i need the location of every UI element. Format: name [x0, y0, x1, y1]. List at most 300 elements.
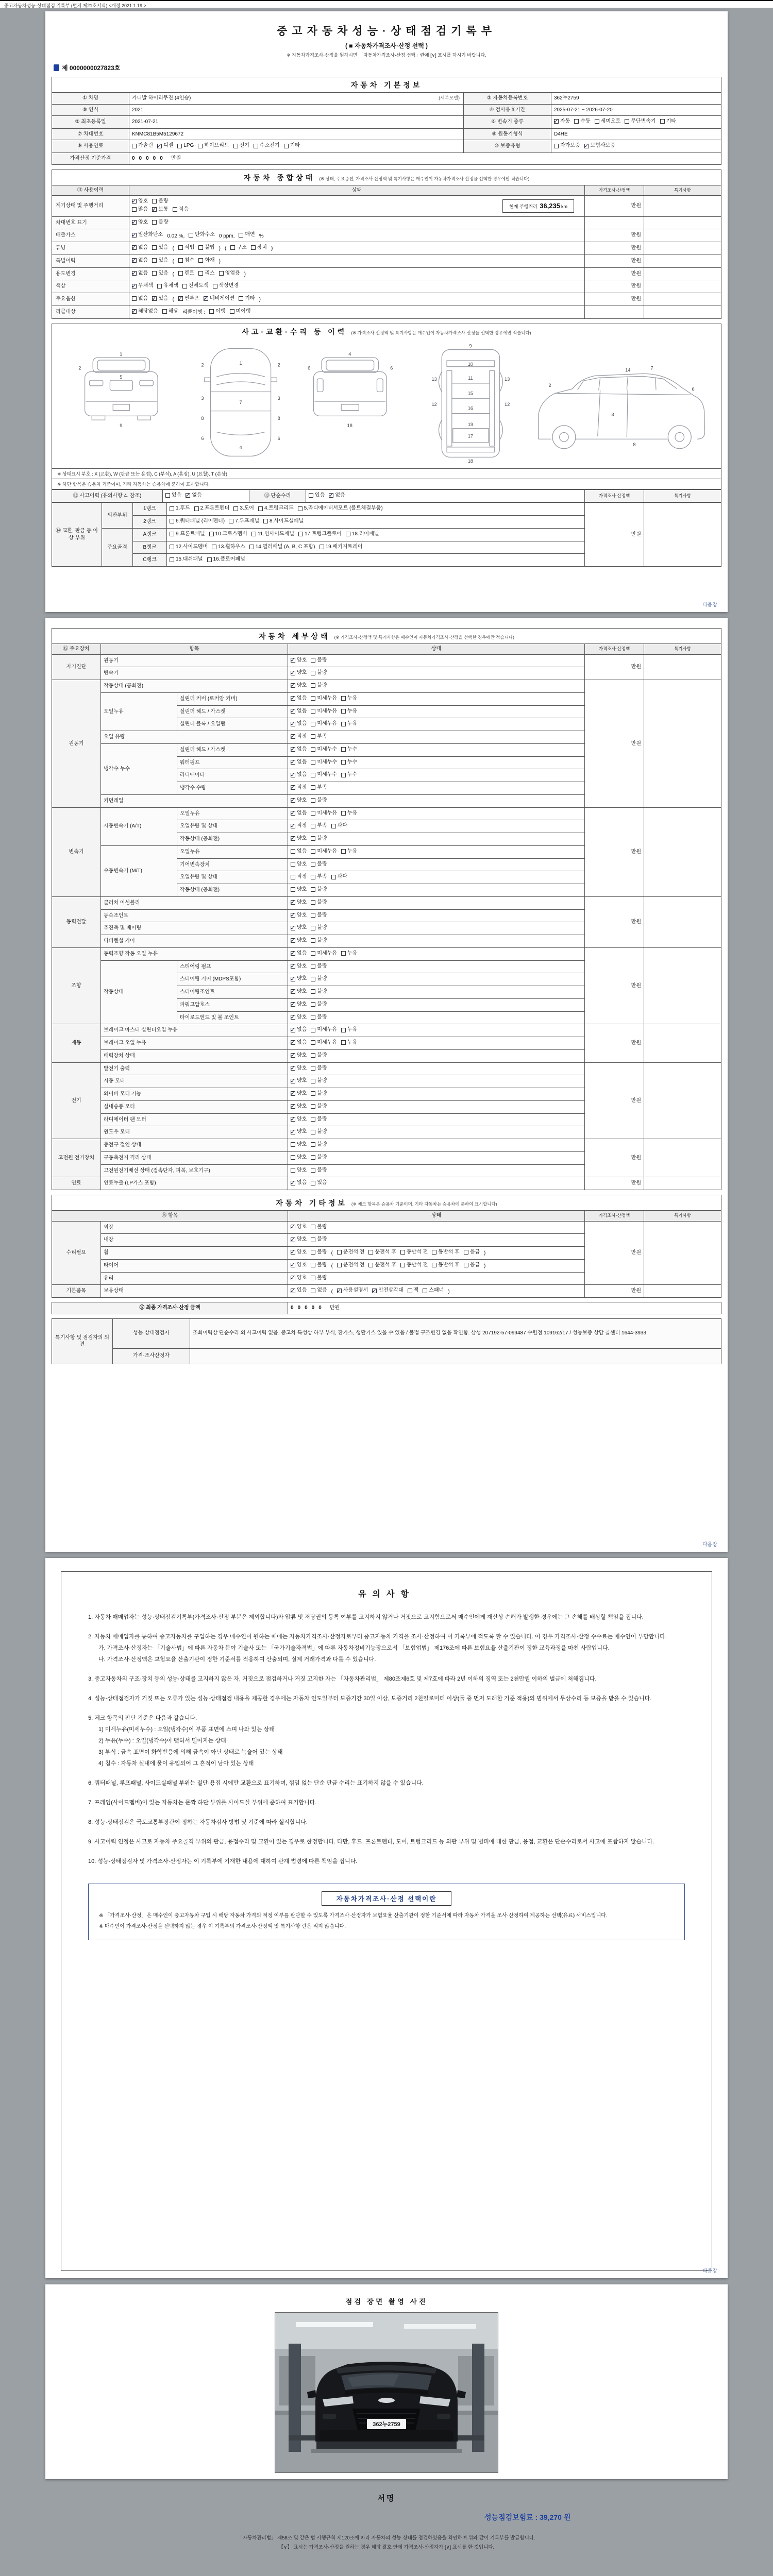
- option-있음[interactable]: [152, 244, 168, 251]
- option-18.리어패널[interactable]: [346, 531, 379, 538]
- option-없음[interactable]: [291, 810, 307, 817]
- option-영업용[interactable]: [219, 270, 240, 277]
- item-cell: 휠: [101, 1247, 288, 1260]
- option-누유[interactable]: [341, 810, 357, 817]
- option-과다[interactable]: [331, 873, 347, 880]
- label-cell: ⑫ 사고이력 (유의사항 4. 참조): [52, 489, 163, 502]
- option-썬루프[interactable]: [178, 295, 199, 302]
- table-row: [52, 1211, 721, 1222]
- option-많음[interactable]: [132, 206, 148, 213]
- option-12.사이드멤버[interactable]: [170, 544, 208, 551]
- option-양호[interactable]: [291, 1262, 307, 1269]
- option-색상변경[interactable]: [213, 282, 239, 290]
- checkbox-icon: [341, 760, 346, 765]
- option-사용설명서[interactable]: [337, 1287, 368, 1294]
- part-number: 6: [308, 365, 311, 371]
- status-cell: [288, 743, 585, 756]
- option-불량[interactable]: [311, 861, 327, 868]
- option-적정[interactable]: [291, 822, 307, 829]
- option-디젤[interactable]: [157, 142, 173, 149]
- option-label: 불량: [317, 1078, 327, 1084]
- option-불량[interactable]: [311, 912, 327, 919]
- checkbox-icon: [178, 271, 183, 276]
- option-미세누유[interactable]: [311, 810, 337, 817]
- option-양호[interactable]: [291, 1154, 307, 1161]
- option-3.도어[interactable]: [233, 505, 254, 512]
- option-수동[interactable]: [574, 118, 590, 125]
- option-동반석 후[interactable]: [432, 1249, 459, 1256]
- option-5.라디에이터서포트 (볼트체결부품)[interactable]: [298, 505, 383, 512]
- text-part: ): [484, 1263, 486, 1269]
- option-label: 미세누유: [317, 848, 337, 854]
- option-운전석 후[interactable]: [368, 1249, 396, 1256]
- option-불량[interactable]: [311, 1116, 327, 1123]
- option-양호[interactable]: [291, 797, 307, 804]
- part-number: 2: [548, 382, 551, 388]
- option-불량[interactable]: [311, 899, 327, 906]
- option-불량[interactable]: [311, 886, 327, 893]
- option-불량[interactable]: [311, 1167, 327, 1174]
- option-없음[interactable]: [291, 771, 307, 778]
- empty-cell: [644, 503, 721, 567]
- option-양호[interactable]: [291, 899, 307, 906]
- option-운전석 전[interactable]: [337, 1249, 364, 1256]
- checkbox-checked-icon: [291, 836, 295, 841]
- option-누유[interactable]: [341, 1026, 357, 1033]
- status-cell: [288, 1164, 585, 1177]
- option-있음[interactable]: [291, 1287, 307, 1294]
- section-title-text: 사고·교환·수리 등 이력: [242, 327, 347, 336]
- option-불량[interactable]: [311, 988, 327, 995]
- checkbox-checked-icon: [178, 296, 183, 301]
- option-없음[interactable]: [132, 270, 148, 277]
- option-리스[interactable]: [198, 270, 214, 277]
- option-양호[interactable]: [291, 937, 307, 944]
- option-침수[interactable]: [178, 257, 194, 264]
- option-label: 해당없음: [138, 308, 158, 314]
- option-불법[interactable]: [198, 244, 214, 251]
- option-양호[interactable]: [291, 1275, 307, 1282]
- option-LPG[interactable]: [177, 142, 194, 149]
- option-양호[interactable]: [291, 1141, 307, 1148]
- option-label: 동반석 전: [406, 1249, 428, 1255]
- item-cell: 오일누유: [177, 845, 288, 858]
- next-page-link[interactable]: 다음장: [702, 1542, 717, 1548]
- option-양호[interactable]: [291, 1090, 307, 1097]
- option-화재[interactable]: [198, 257, 214, 264]
- option-미세누유[interactable]: [311, 950, 337, 957]
- label-cell: B랭크: [133, 541, 167, 554]
- option-미이행[interactable]: [230, 308, 251, 315]
- option-13.휠하우스[interactable]: [212, 544, 245, 551]
- option-양호[interactable]: [291, 1224, 307, 1231]
- table-row: [52, 1024, 721, 1037]
- option-해당없음[interactable]: [132, 308, 158, 315]
- option-과다[interactable]: [331, 822, 347, 829]
- option-적정[interactable]: [291, 873, 307, 880]
- option-없음[interactable]: [311, 1287, 327, 1294]
- option-전체도색[interactable]: [182, 282, 209, 290]
- form-table: [52, 92, 721, 165]
- option-label: 부족: [317, 823, 327, 829]
- option-불량[interactable]: [311, 1052, 327, 1059]
- section-title-text: 자동차 종합상태: [243, 173, 315, 182]
- option-label: 12.사이드멤버: [176, 544, 208, 550]
- option-자가보증[interactable]: [554, 142, 580, 149]
- option-1.후드[interactable]: [170, 505, 190, 512]
- option-label: 누유: [347, 708, 358, 714]
- option-누유[interactable]: [341, 708, 357, 715]
- checkbox-icon: [311, 760, 315, 765]
- option-없음[interactable]: [186, 492, 201, 499]
- option-네비게이션[interactable]: [204, 295, 234, 302]
- option-양호[interactable]: [132, 219, 148, 226]
- status-cell: [288, 794, 585, 807]
- option-불량[interactable]: [311, 1262, 327, 1269]
- option-탄화수소[interactable]: [189, 231, 215, 239]
- option-미세누수[interactable]: [311, 746, 337, 753]
- option-불량[interactable]: [152, 219, 168, 226]
- option-2.프론트펜더[interactable]: [194, 505, 230, 512]
- option-있음[interactable]: [152, 257, 168, 264]
- item-cell: 구동축전지 격리 상태: [101, 1151, 288, 1164]
- option-없음[interactable]: [291, 746, 307, 753]
- option-양호[interactable]: [291, 1014, 307, 1021]
- option-스패너[interactable]: [423, 1287, 444, 1294]
- option-양호[interactable]: [291, 988, 307, 995]
- checkbox-icon: [229, 519, 233, 523]
- option-응급[interactable]: [464, 1249, 480, 1256]
- option-없음[interactable]: [291, 695, 307, 702]
- option-적정[interactable]: [291, 733, 307, 740]
- item-cell: 작동상태 (공회전): [101, 680, 288, 693]
- option-무채색[interactable]: [132, 282, 153, 290]
- option-해당[interactable]: [162, 308, 178, 315]
- part-number: 10: [467, 361, 474, 367]
- option-16.플로어패널[interactable]: [207, 556, 245, 563]
- option-label: 적정: [297, 823, 307, 829]
- option-없음[interactable]: [291, 1039, 307, 1046]
- option-없음[interactable]: [132, 295, 148, 302]
- option-없음[interactable]: [329, 492, 345, 499]
- option-부족[interactable]: [311, 784, 327, 791]
- option-자동[interactable]: [554, 118, 570, 125]
- empty-cell: [644, 229, 721, 242]
- option-있음[interactable]: [152, 270, 168, 277]
- checkbox-icon: [311, 1028, 315, 1032]
- status-cell: [288, 1113, 585, 1126]
- option-양호[interactable]: [291, 886, 307, 893]
- checkbox-icon: [311, 875, 315, 879]
- option-렌트[interactable]: [178, 270, 194, 277]
- option-일산화탄소[interactable]: [132, 231, 163, 239]
- checkbox-icon: [331, 875, 336, 879]
- checkbox-icon: [189, 233, 193, 238]
- option-19.패키지트레이[interactable]: [320, 544, 363, 551]
- option-있음[interactable]: [165, 492, 181, 499]
- option-양호[interactable]: [291, 682, 307, 689]
- label-cell: ④ 검사유효기간: [464, 104, 551, 116]
- option-양호[interactable]: [291, 669, 307, 676]
- status-cell: [551, 116, 721, 129]
- other-info-section: [52, 1195, 721, 1298]
- option-무단변속기[interactable]: [625, 118, 656, 125]
- option-label: 부족: [317, 785, 327, 790]
- option-불량[interactable]: [311, 1249, 327, 1256]
- option-label: 무단변속기: [631, 118, 656, 124]
- option-9.프론트패널[interactable]: [170, 531, 205, 538]
- option-미세누수[interactable]: [311, 771, 337, 778]
- option-이행[interactable]: [209, 308, 225, 315]
- option-양호[interactable]: [291, 1167, 307, 1174]
- option-기타[interactable]: [284, 142, 300, 149]
- option-양호[interactable]: [291, 1065, 307, 1072]
- option-양호[interactable]: [291, 912, 307, 919]
- option-누유[interactable]: [341, 1039, 357, 1046]
- option-안전삼각대[interactable]: [372, 1287, 403, 1294]
- option-미세누유[interactable]: [311, 1039, 337, 1046]
- option-불량[interactable]: [311, 924, 327, 931]
- option-양호[interactable]: [291, 657, 307, 664]
- option-미세누유[interactable]: [311, 720, 337, 727]
- option-적정[interactable]: [291, 784, 307, 791]
- option-없음[interactable]: [291, 848, 307, 855]
- option-부족[interactable]: [311, 733, 327, 740]
- option-불량[interactable]: [311, 1236, 327, 1243]
- checkbox-icon: [233, 506, 238, 511]
- option-없음[interactable]: [291, 708, 307, 715]
- option-세미오토[interactable]: [595, 118, 621, 125]
- option-누수[interactable]: [341, 771, 357, 778]
- option-보통[interactable]: [152, 206, 168, 213]
- option-불량[interactable]: [311, 1128, 327, 1136]
- option-양호[interactable]: [291, 963, 307, 970]
- option-양호[interactable]: [291, 1128, 307, 1136]
- option-부족[interactable]: [311, 873, 327, 880]
- option-부족[interactable]: [311, 822, 327, 829]
- option-불량[interactable]: [152, 198, 168, 205]
- option-없음[interactable]: [291, 1026, 307, 1033]
- option-기타[interactable]: [239, 295, 255, 302]
- option-없음[interactable]: [291, 720, 307, 727]
- option-구조[interactable]: [230, 244, 246, 251]
- text-part: (: [331, 1263, 333, 1269]
- item-cell: 스티어링 펌프: [177, 960, 288, 973]
- status-cell: [129, 306, 585, 318]
- option-불량[interactable]: [311, 975, 327, 982]
- option-8.사이드실패널[interactable]: [263, 518, 304, 525]
- option-label: 양호: [297, 683, 307, 688]
- option-미세누유[interactable]: [311, 695, 337, 702]
- option-누유[interactable]: [341, 848, 357, 855]
- option-적법[interactable]: [178, 244, 194, 251]
- option-있음[interactable]: [311, 1179, 327, 1187]
- section-title-band: [52, 1195, 721, 1210]
- item-cell: 브레이크 마스터 실린더오일 누유: [101, 1024, 288, 1037]
- option-없음[interactable]: [291, 1179, 307, 1187]
- option-기타[interactable]: [660, 118, 676, 125]
- checkbox-icon: [432, 1250, 436, 1255]
- option-label: 있음: [158, 245, 169, 250]
- option-양호[interactable]: [291, 1052, 307, 1059]
- option-label: 불량: [317, 1262, 327, 1268]
- option-양호[interactable]: [132, 198, 148, 205]
- table-row: [52, 1221, 721, 1234]
- option-미세누수[interactable]: [311, 759, 337, 766]
- checkbox-icon: [311, 951, 315, 956]
- option-있음[interactable]: [152, 295, 168, 302]
- label-cell: 상태: [288, 644, 585, 655]
- item-cell: 발전기 출력: [101, 1062, 288, 1075]
- option-10.크로스멤버[interactable]: [209, 531, 247, 538]
- option-양호[interactable]: [291, 1103, 307, 1110]
- option-동반석 후[interactable]: [432, 1262, 459, 1269]
- checkbox-icon: [311, 849, 315, 854]
- option-label: 양호: [297, 963, 307, 969]
- option-하이브리드[interactable]: [198, 142, 229, 149]
- option-없음[interactable]: [291, 759, 307, 766]
- notice-item: [88, 1613, 685, 1622]
- option-가솔린[interactable]: [132, 142, 153, 149]
- option-양호[interactable]: [291, 924, 307, 931]
- option-7.루프패널[interactable]: [229, 518, 259, 525]
- option-불량[interactable]: [311, 1141, 327, 1148]
- option-없음[interactable]: [132, 244, 148, 251]
- value-cell: 만원: [585, 1139, 644, 1177]
- checkbox-icon: [219, 271, 224, 276]
- checkbox-checked-icon: [157, 144, 162, 148]
- option-없음[interactable]: [132, 257, 148, 264]
- option-잭[interactable]: [408, 1287, 419, 1294]
- option-불량[interactable]: [311, 1224, 327, 1231]
- option-불량[interactable]: [311, 1090, 327, 1097]
- option-label: 양호: [297, 1249, 307, 1255]
- option-누수[interactable]: [341, 746, 357, 753]
- option-불량[interactable]: [311, 669, 327, 676]
- option-불량[interactable]: [311, 1275, 327, 1282]
- option-없음[interactable]: [291, 950, 307, 957]
- option-응급[interactable]: [464, 1262, 480, 1269]
- next-page-link[interactable]: 다음장: [702, 602, 717, 608]
- option-전기[interactable]: [233, 142, 249, 149]
- option-불량[interactable]: [311, 1001, 327, 1008]
- notice-item: [88, 1818, 685, 1827]
- option-label: 양호: [297, 861, 307, 867]
- option-불량[interactable]: [311, 937, 327, 944]
- option-보험사보증[interactable]: [584, 142, 615, 149]
- option-불량[interactable]: [311, 1154, 327, 1161]
- option-매연[interactable]: [239, 231, 255, 239]
- option-장치[interactable]: [251, 244, 267, 251]
- label-cell: 조향: [52, 947, 101, 1024]
- option-양호[interactable]: [291, 835, 307, 842]
- status-cell: [129, 153, 721, 165]
- option-불량[interactable]: [311, 797, 327, 804]
- option-label: 불량: [317, 912, 327, 918]
- option-label: 없음: [335, 492, 345, 498]
- option-누유[interactable]: [341, 720, 357, 727]
- item-cell: 실린더 블록 / 오일팬: [177, 718, 288, 731]
- checkbox-icon: [291, 875, 295, 879]
- option-불량[interactable]: [311, 682, 327, 689]
- checkbox-icon: [132, 296, 137, 301]
- checkbox-icon: [291, 1168, 295, 1173]
- option-불량[interactable]: [311, 963, 327, 970]
- next-page-link[interactable]: 다음장: [702, 2268, 717, 2274]
- option-불량[interactable]: [311, 1103, 327, 1110]
- part-number: 12: [504, 401, 510, 407]
- option-17.트렁크플로어[interactable]: [298, 531, 342, 538]
- option-14.필러패널 (A, B, C 포함)[interactable]: [249, 544, 315, 551]
- option-양호[interactable]: [291, 1249, 307, 1256]
- option-적음[interactable]: [173, 206, 189, 213]
- section-title-band: [52, 77, 721, 92]
- option-15.대쉬패널[interactable]: [170, 556, 203, 563]
- status-cell: [129, 293, 585, 306]
- checkbox-icon: [198, 258, 203, 263]
- checkbox-checked-icon: [152, 296, 157, 301]
- option-미세누유[interactable]: [311, 848, 337, 855]
- option-label: 불량: [317, 1014, 327, 1020]
- option-있음[interactable]: [309, 492, 325, 499]
- option-동반석 전[interactable]: [400, 1249, 428, 1256]
- item-cell: 파워고압호스: [177, 998, 288, 1011]
- option-label: 수동: [580, 118, 591, 124]
- option-label: 장치: [257, 245, 267, 250]
- option-불량[interactable]: [311, 1014, 327, 1021]
- option-양호[interactable]: [291, 861, 307, 868]
- option-불량[interactable]: [311, 1077, 327, 1084]
- option-불량[interactable]: [311, 1065, 327, 1072]
- option-11.인사이드패널[interactable]: [251, 531, 294, 538]
- option-누유[interactable]: [341, 695, 357, 702]
- option-불량[interactable]: [311, 835, 327, 842]
- option-양호[interactable]: [291, 975, 307, 982]
- option-양호[interactable]: [291, 1116, 307, 1123]
- option-미세누유[interactable]: [311, 1026, 337, 1033]
- option-운전석 전[interactable]: [337, 1262, 364, 1269]
- part-number: 7: [650, 365, 653, 371]
- item-cell: 오일 유량: [101, 731, 288, 744]
- part-number: 16: [467, 405, 474, 411]
- price-survey-info-para: ※ 매수인이 가격조사·산정을 선택하지 않는 경우 이 기록부의 가격조사·산정액 및 특기사항 란은 적지 않습니다.: [99, 1924, 346, 1929]
- item-cell: 배력장치 상태: [101, 1049, 288, 1062]
- option-수소전기[interactable]: [254, 142, 280, 149]
- option-양호[interactable]: [291, 1001, 307, 1008]
- option-양호[interactable]: [291, 1236, 307, 1243]
- option-유채색[interactable]: [157, 282, 178, 290]
- notice-item-text: 5. 체크 항목의 판단 기준은 다음과 같습니다.: [88, 1715, 197, 1721]
- option-label: 양호: [138, 219, 148, 225]
- notice-subitem: 2) 누유(누수) : 오일(냉각수)이 맺혀서 떨어지는 상태: [98, 1738, 226, 1744]
- option-label: 양호: [138, 198, 148, 204]
- checkbox-checked-icon: [337, 1289, 342, 1293]
- checkbox-icon: [311, 798, 315, 803]
- checkbox-icon: [337, 1250, 342, 1255]
- option-양호[interactable]: [291, 1077, 307, 1084]
- option-label: 불량: [317, 1052, 327, 1058]
- option-동반석 전[interactable]: [400, 1262, 428, 1269]
- option-불량[interactable]: [311, 657, 327, 664]
- option-누수[interactable]: [341, 759, 357, 766]
- document-number-row: [54, 63, 721, 72]
- option-6.쿼터패널 (리어펜더)[interactable]: [170, 518, 225, 525]
- checkbox-icon: [230, 309, 234, 314]
- option-운전석 후[interactable]: [368, 1262, 396, 1269]
- option-4.트렁크리드[interactable]: [258, 505, 294, 512]
- option-누유[interactable]: [341, 950, 357, 957]
- option-미세누유[interactable]: [311, 708, 337, 715]
